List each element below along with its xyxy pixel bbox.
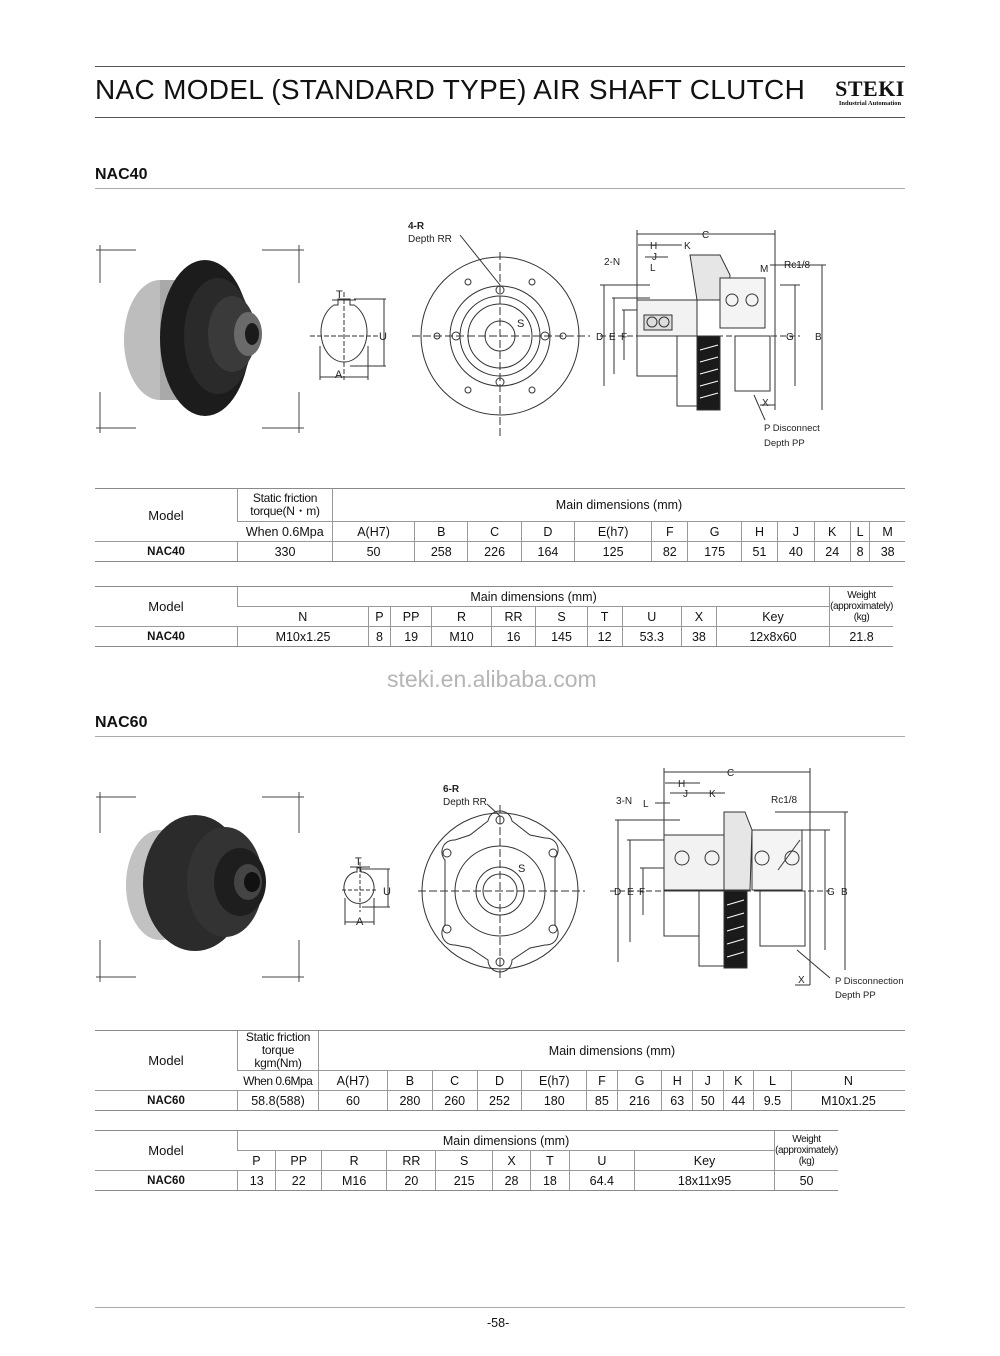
model-value: NAC60 <box>95 1171 238 1191</box>
label-j: J <box>683 789 688 800</box>
label-u: U <box>379 331 387 343</box>
nac60-front-view <box>418 804 585 978</box>
label-k: K <box>709 789 716 800</box>
col-header: R <box>432 607 491 627</box>
cell: 16 <box>491 627 536 647</box>
label-b: B <box>815 332 822 343</box>
col-header: K <box>723 1071 754 1091</box>
model-value: NAC60 <box>95 1091 238 1111</box>
col-header: A(H7) <box>319 1071 388 1091</box>
cell: 50 <box>693 1091 724 1111</box>
watermark: steki.en.alibaba.com <box>387 666 597 692</box>
label-k: K <box>684 241 691 252</box>
cell: 18x11x95 <box>635 1171 775 1191</box>
cell: 44 <box>723 1091 754 1111</box>
nac40-dimensions-table-1 <box>95 488 905 562</box>
label-a: A <box>335 369 343 381</box>
cell: 9.5 <box>754 1091 792 1111</box>
cell: 8 <box>850 542 869 562</box>
cell: 38 <box>681 627 716 647</box>
torque-header: Static friction torque(N・m) <box>238 489 333 522</box>
header-top-rule <box>95 66 905 67</box>
cell: 8 <box>369 627 391 647</box>
cell: 40 <box>778 542 814 562</box>
label-pp: Depth PP <box>835 990 876 1001</box>
nac40-section-view <box>600 230 826 420</box>
label-rc: Rc1/8 <box>771 795 798 806</box>
cell: 85 <box>587 1091 618 1111</box>
torque-value: 330 <box>238 542 333 562</box>
col-header: S <box>436 1151 492 1171</box>
col-header: T <box>531 1151 569 1171</box>
cell: 216 <box>617 1091 662 1111</box>
label-f: F <box>639 887 646 898</box>
col-header: P <box>238 1151 276 1171</box>
col-header: H <box>662 1071 693 1091</box>
col-header: M <box>870 522 905 542</box>
section-rule-nac60 <box>95 736 905 737</box>
table-row <box>95 1091 905 1111</box>
col-header: PP <box>276 1151 322 1171</box>
weight-header: Weight (approximately) (kg) <box>775 1131 838 1171</box>
dims-header: Main dimensions (mm) <box>238 1131 775 1151</box>
cell: 12x8x60 <box>716 627 829 647</box>
cell: 145 <box>536 627 587 647</box>
header-bottom-rule <box>95 117 905 118</box>
cell: 64.4 <box>569 1171 634 1191</box>
label-t: T <box>355 856 362 868</box>
col-header: X <box>681 607 716 627</box>
col-header: D <box>477 1071 522 1091</box>
col-header: C <box>468 522 521 542</box>
col-header: G <box>617 1071 662 1091</box>
cell: 13 <box>238 1171 276 1191</box>
col-header: PP <box>390 607 431 627</box>
label-rc: Rc1/8 <box>784 260 811 271</box>
cell: M10 <box>432 627 491 647</box>
torque-subheader: When 0.6Mpa <box>238 1071 319 1091</box>
label-n: 3-N <box>616 796 633 807</box>
col-header: H <box>741 522 777 542</box>
col-header: F <box>587 1071 618 1091</box>
label-l: L <box>643 799 649 810</box>
label-c: C <box>727 768 735 779</box>
label-holes: 4-R <box>408 221 425 232</box>
label-s: S <box>518 863 526 875</box>
nac60-drawings <box>0 760 1000 1005</box>
col-header: B <box>415 522 468 542</box>
col-header: RR <box>491 607 536 627</box>
dims-header: Main dimensions (mm) <box>333 489 906 522</box>
col-header: J <box>693 1071 724 1091</box>
label-depth-rr: Depth RR <box>408 234 452 245</box>
label-l: L <box>650 263 656 274</box>
label-f: F <box>621 332 628 343</box>
weight-header: Weight (approximately) (kg) <box>830 587 893 627</box>
model-header: Model <box>95 1131 238 1171</box>
model-value: NAC40 <box>95 627 238 647</box>
weight-value: 50 <box>775 1171 838 1191</box>
col-header: L <box>850 522 869 542</box>
label-h: H <box>650 241 658 252</box>
cell: 258 <box>415 542 468 562</box>
cell: 164 <box>521 542 574 562</box>
col-header: E(h7) <box>522 1071 587 1091</box>
table-row <box>95 1171 838 1191</box>
cell: 280 <box>387 1091 432 1111</box>
col-header: U <box>569 1151 634 1171</box>
nac40-dimensions-table-2 <box>95 586 893 647</box>
label-u: U <box>383 886 391 898</box>
nac40-keyway-view <box>310 292 386 380</box>
label-pp: Depth PP <box>764 438 805 449</box>
label-e: E <box>627 887 634 898</box>
section-heading-nac60: NAC60 <box>95 714 148 731</box>
model-header: Model <box>95 489 238 542</box>
nac60-dimensions-table-1 <box>95 1030 905 1111</box>
model-header: Model <box>95 1031 238 1091</box>
nac40-drawings <box>0 200 1000 460</box>
cell: 22 <box>276 1171 322 1191</box>
col-header: X <box>492 1151 530 1171</box>
col-header: E(h7) <box>575 522 652 542</box>
col-header: T <box>587 607 622 627</box>
label-t: T <box>336 289 343 301</box>
brand-logo <box>832 78 908 108</box>
nac40-product-photo <box>124 260 262 416</box>
col-header: Key <box>716 607 829 627</box>
label-d: D <box>596 332 604 343</box>
col-header: L <box>754 1071 792 1091</box>
col-header: R <box>322 1151 387 1171</box>
cell: M10x1.25 <box>791 1091 905 1111</box>
section-rule-nac40 <box>95 188 905 189</box>
cell: M16 <box>322 1171 387 1191</box>
cell: 260 <box>432 1091 477 1111</box>
model-header: Model <box>95 587 238 627</box>
cell: M10x1.25 <box>238 627 369 647</box>
cell: 60 <box>319 1091 388 1111</box>
label-x: X <box>762 398 769 409</box>
cell: 24 <box>814 542 850 562</box>
label-n: 2-N <box>604 257 621 268</box>
cell: 12 <box>587 627 622 647</box>
nac60-dimensions-table-2 <box>95 1130 838 1191</box>
col-header: D <box>521 522 574 542</box>
col-header: F <box>652 522 688 542</box>
nac40-front-view <box>412 235 590 436</box>
label-j: J <box>652 252 657 263</box>
table-row <box>95 542 905 562</box>
cell: 18 <box>531 1171 569 1191</box>
label-depth-rr: Depth RR <box>443 797 487 808</box>
cell: 51 <box>741 542 777 562</box>
cell: 175 <box>688 542 741 562</box>
nac60-product-photo <box>126 815 266 951</box>
cell: 28 <box>492 1171 530 1191</box>
cell: 63 <box>662 1091 693 1111</box>
label-holes: 6-R <box>443 784 460 795</box>
col-header: S <box>536 607 587 627</box>
label-p: P Disconnect <box>764 423 820 434</box>
cell: 19 <box>390 627 431 647</box>
label-m: M <box>760 264 769 275</box>
cell: 53.3 <box>622 627 681 647</box>
label-x: X <box>798 975 805 986</box>
page-title: NAC MODEL (STANDARD TYPE) AIR SHAFT CLUTCH <box>95 74 806 105</box>
col-header: G <box>688 522 741 542</box>
col-header: N <box>791 1071 905 1091</box>
label-g: G <box>786 332 794 343</box>
footer-rule <box>95 1307 905 1308</box>
cell: 125 <box>575 542 652 562</box>
col-header: P <box>369 607 391 627</box>
cell: 226 <box>468 542 521 562</box>
dims-header: Main dimensions (mm) <box>238 587 830 607</box>
label-d: D <box>614 887 622 898</box>
dims-header: Main dimensions (mm) <box>319 1031 906 1071</box>
label-a: A <box>356 916 364 928</box>
label-e: E <box>609 332 616 343</box>
col-header: J <box>778 522 814 542</box>
col-header: C <box>432 1071 477 1091</box>
cell: 215 <box>436 1171 492 1191</box>
cell: 38 <box>870 542 905 562</box>
label-h: H <box>678 779 686 790</box>
col-header: A(H7) <box>333 522 415 542</box>
torque-subheader: When 0.6Mpa <box>238 522 333 542</box>
torque-header: Static friction torque kgm(Nm) <box>238 1031 319 1071</box>
label-s: S <box>517 318 525 330</box>
weight-value: 21.8 <box>830 627 893 647</box>
col-header: B <box>387 1071 432 1091</box>
col-header: U <box>622 607 681 627</box>
col-header: RR <box>387 1151 436 1171</box>
model-value: NAC40 <box>95 542 238 562</box>
cell: 252 <box>477 1091 522 1111</box>
label-g: G <box>827 887 835 898</box>
torque-value: 58.8(588) <box>238 1091 319 1111</box>
logo-brand: STEKI <box>835 76 905 101</box>
label-c: C <box>702 230 710 241</box>
page-number: -58- <box>487 1316 510 1330</box>
cell: 180 <box>522 1091 587 1111</box>
cell: 82 <box>652 542 688 562</box>
cell: 20 <box>387 1171 436 1191</box>
section-heading-nac40: NAC40 <box>95 166 148 183</box>
table-row <box>95 627 893 647</box>
col-header: Key <box>635 1151 775 1171</box>
col-header: K <box>814 522 850 542</box>
cell: 50 <box>333 542 415 562</box>
logo-tagline: Industrial Automation <box>838 100 902 107</box>
label-b: B <box>841 887 848 898</box>
col-header: N <box>238 607 369 627</box>
label-p: P Disconnection <box>835 976 904 987</box>
